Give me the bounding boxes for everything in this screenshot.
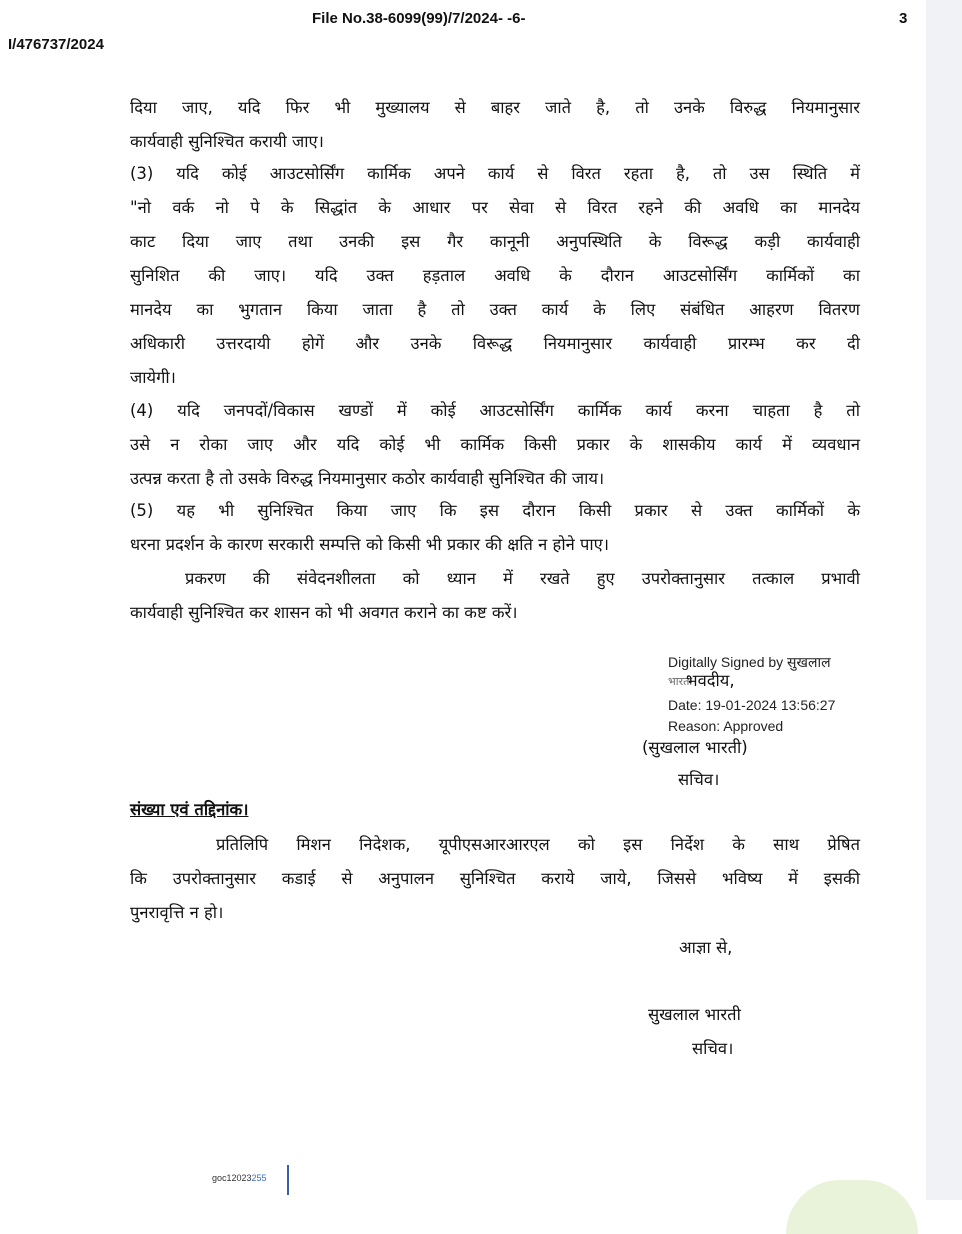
right-margin-strip	[926, 0, 962, 1200]
text-line: प्रकरण की संवेदनशीलता को ध्यान में रखते हुए उपरोक्तानुसार तत्काल प्रभावी	[185, 569, 860, 588]
text-line: जायेगी।	[130, 368, 176, 387]
text-line: उत्पन्न करता है तो उसके विरुद्ध नियमानुसार कठोर कार्यवाही सुनिश्चित की जाय।	[130, 469, 605, 488]
paragraph-3	[130, 157, 860, 395]
bhavdiya: भवदीय,	[686, 671, 735, 690]
text-line: प्रतिलिपि मिशन निदेशक, यूपीएसआरआरएल को इस निर्देश के साथ प्रेषित	[216, 835, 860, 854]
text-line: सुनिशित की जाए। यदि उक्त हड़ताल अवधि के दौरान आउटसोर्सिंग कार्मिकों का	[130, 266, 860, 285]
paragraph-6	[130, 562, 860, 630]
text-line: (4) यदि जनपदों/विकास खण्डों में कोई आउटसोर्सिंग कार्मिक कार्य करना चाहता है तो	[130, 401, 860, 420]
page-number: 3	[899, 10, 908, 27]
footer-code-suffix: 255	[251, 1173, 267, 1183]
text-line: धरना प्रदर्शन के कारण सरकारी सम्पत्ति को किसी भी प्रकार की क्षति न होने पाए।	[130, 535, 610, 554]
text-line: (3) यदि कोई आउटसोर्सिंग कार्मिक अपने कार्य से विरत रहता है, तो उस स्थिति में	[130, 164, 860, 183]
paragraph-4	[130, 394, 860, 496]
footer-code-prefix: goc12023	[212, 1173, 252, 1183]
signatory-name: (सुखलाल भारती)	[642, 738, 748, 757]
text-line: मानदेय का भुगतान किया जाता है तो उक्त कार्य के लिए संबंधित आहरण वितरण	[130, 300, 860, 319]
footer-code	[212, 1173, 267, 1183]
text-line: दिया जाए, यदि फिर भी मुख्यालय से बाहर जाते है, तो उनके विरुद्ध नियमानुसार	[130, 98, 860, 117]
endorsement-heading: संख्या एवं तद्दिनांक।	[130, 800, 249, 819]
paragraph-1	[130, 91, 860, 159]
digital-signature-name: भारती	[668, 676, 693, 688]
endorsement-name: सुखलाल भारती	[648, 1005, 741, 1024]
text-line: पुनरावृत्ति न हो।	[130, 903, 224, 922]
text-line: काट दिया जाए तथा उनकी इस गैर कानूनी अनुपस्थिति के विरूद्ध कड़ी कार्यवाही	[130, 232, 860, 251]
text-line: कार्यवाही सुनिश्चित कर शासन को भी अवगत कराने का कष्ट करें।	[130, 603, 518, 622]
signature-reason: Reason: Approved	[668, 718, 784, 734]
text-line: कि उपरोक्तानुसार कडाई से अनुपालन सुनिश्चित कराये जाये, जिससे भविष्य में इसकी	[130, 869, 860, 888]
text-line: (5) यह भी सुनिश्चित किया जाए कि इस दौरान किसी प्रकार से उक्त कार्मिकों के	[130, 501, 860, 520]
endorsement-body	[130, 828, 860, 930]
signatory-designation: सचिव।	[678, 770, 720, 789]
text-line: "नो वर्क नो पे के सिद्धांत के आधार पर सेवा से विरत रहने की अवधि का मानदेय	[130, 198, 860, 217]
text-line: कार्यवाही सुनिश्चित करायी जाए।	[130, 132, 324, 151]
paragraph-5	[130, 494, 860, 562]
file-number: File No.38-6099(99)/7/2024- -6-	[312, 10, 526, 27]
text-line: अधिकारी उत्तरदायी होगें और उनके विरूद्ध नियमानुसार कार्यवाही प्रारम्भ कर दी	[130, 334, 860, 353]
corner-decoration	[786, 1180, 918, 1234]
text-line: उसे न रोका जाए और यदि कोई भी कार्मिक किसी प्रकार के शासकीय कार्य में व्यवधान	[130, 435, 860, 454]
footer-bar	[287, 1165, 289, 1195]
endorsement-designation: सचिव।	[692, 1039, 734, 1058]
signature-date: Date: 19-01-2024 13:56:27	[668, 697, 836, 713]
digital-signature-line: Digitally Signed by सुखलाल	[668, 654, 831, 670]
agya-se: आज्ञा से,	[679, 938, 733, 957]
reference-number: I/476737/2024	[8, 36, 104, 53]
